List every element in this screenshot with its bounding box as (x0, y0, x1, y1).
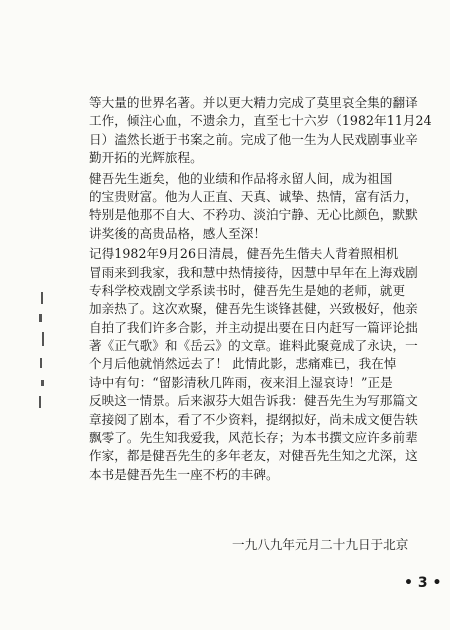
text-line: 反映这一情景。后来淑芬大姐告诉我：健吾先生为写那篇文 (89, 393, 418, 409)
text-line: 加亲热了。这次欢聚，健吾先生谈锋甚健，兴致极好，他亲 (89, 301, 418, 317)
text-line: 记得1982年9月26日清晨，健吾先生偕夫人背着照相机 (89, 246, 399, 262)
text-line: 日）溘然长逝于书案之前。完成了他一生为人民戏剧事业辛 (89, 131, 418, 147)
text-line: 等大量的世界名著。并以更大精力完成了莫里哀全集的翻译 (89, 95, 418, 110)
text-line: 作家，都是健吾先生的多年老友，对健吾先生知之尤深，这 (89, 448, 418, 464)
text-line: 本书是健吾先生一座不朽的丰碑。 (89, 466, 279, 482)
text-line: 章接阅了剧本，看了不少资料，提纲拟好，尚未成文便告轶 (89, 411, 418, 427)
paragraph-2 (89, 170, 445, 244)
text-line: 专科学校戏剧文学系读书时，健吾先生是她的老师，就更 (89, 282, 406, 298)
body-text (89, 94, 445, 484)
text-line: 特别是他那不自大、不矜功、淡泊宁静、无心比颜色，默默 (89, 207, 418, 223)
date-signature: 一九八九年元月二十九日于北京 (232, 537, 409, 552)
page-number: • 3 • (404, 575, 442, 591)
paragraph-1 (89, 94, 445, 168)
text-line: 勤开拓的光辉旅程。 (89, 150, 203, 166)
text-line: 健吾先生逝矣，他的业绩和作品将永留人间，成为祖国 (89, 170, 393, 186)
text-line: 个月后他就悄然远去了！ 此情此影，悲痛难已，我在悼 (89, 356, 397, 372)
text-line: 工作，倾注心血，不遗余力，直至七十六岁（1982年11月24 (89, 113, 432, 129)
text-line: 的宝贵财富。他为人正直、天真、诚挚、热情，富有活力， (89, 188, 418, 204)
text-line: 冒雨来到我家，我和慧中热情接待，因慧中早年在上海戏剧 (89, 264, 418, 280)
paragraph-3 (89, 245, 445, 484)
text-line: 讲奖後的高贵品格，感人至深！ (89, 225, 267, 241)
text-line: 著《正气歌》和《岳云》的文章。谁料此聚竟成了永诀，一 (89, 338, 418, 354)
binding-marks (35, 292, 49, 412)
text-line: 自拍了我们许多合影，并主动提出要在日内赶写一篇评论拙 (89, 319, 418, 335)
text-line: 飘零了。先生知我爱我，风范长存；为本书撰文应许多前辈 (89, 430, 418, 446)
text-line: 诗中有句：“留影清秋几阵雨，夜来泪上湿哀诗！”正是 (89, 374, 393, 390)
